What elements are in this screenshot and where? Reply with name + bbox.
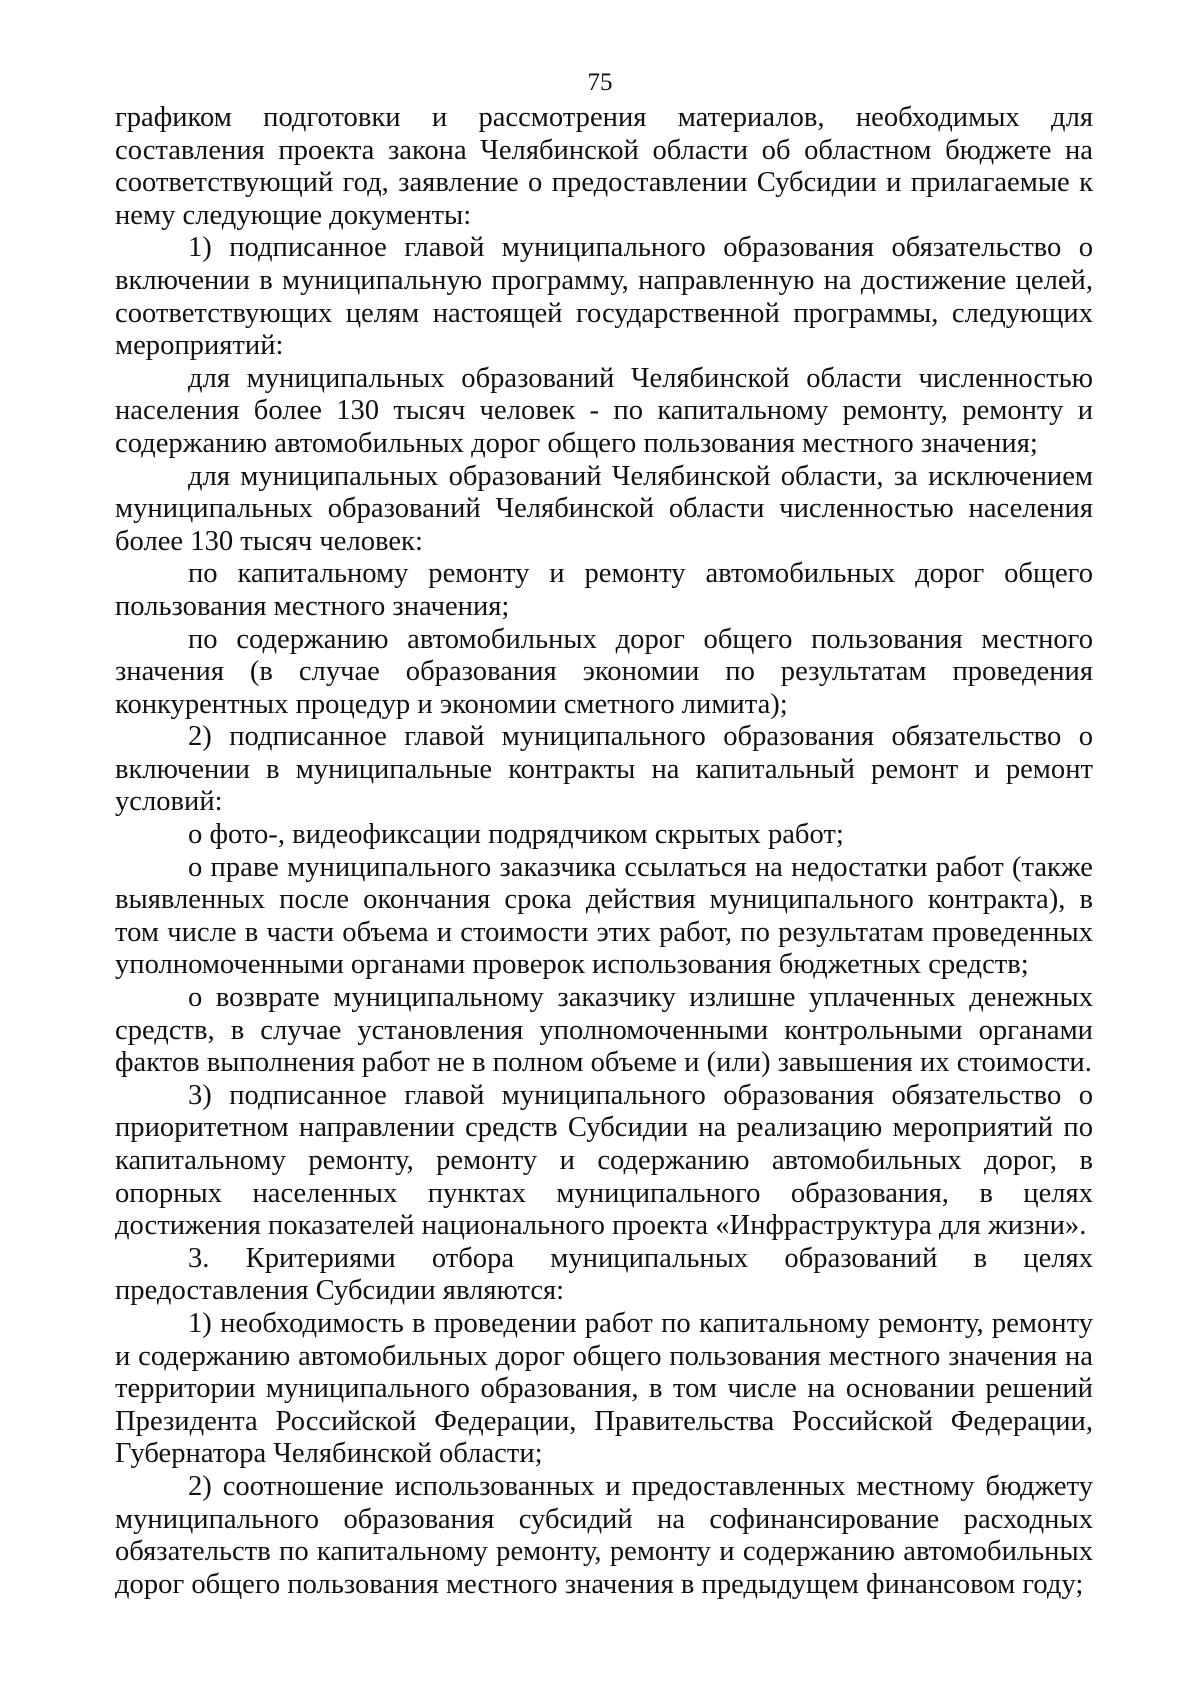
paragraph: 3. Критериями отбора муниципальных образований в целях предоставления Субсидии являются: — [115, 1242, 1093, 1307]
paragraph: о возврате муниципальному заказчику излишне уплаченных денежных средств, в случае установления уполномоченными контрольными органами фактов выполнения работ не в полном объеме и (или) завышения их стоимости. — [115, 982, 1093, 1079]
paragraph: по капитальному ремонту и ремонту автомобильных дорог общего пользования местного значения; — [115, 558, 1093, 622]
paragraph: 2) подписанное главой муниципального образования обязательство о включении в муниципальные контракты на капитальный ремонт и ремонт условий: — [115, 721, 1093, 818]
paragraph: о фото-, видеофиксации подрядчиком скрытых работ; — [188, 819, 844, 851]
paragraph: о праве муниципального заказчика ссылаться на недостатки работ (также выявленных после окончания срока действия муниципального контракта), в том числе в части объема и стоимости этих работ, по результатам проведенных уполномоченными органами проверок использования бюджетных средств; — [115, 851, 1093, 981]
paragraph: 2) соотношение использованных и предоставленных местному бюджету муниципального образования субсидий на софинансирование расходных обязательств по капитальному ремонту, ремонту и содержанию автомобильных дорог общего пользования местного значения в предыдущем финансовом году; — [115, 1470, 1093, 1600]
paragraph: 1) подписанное главой муниципального образования обязательство о включении в муниципальную программу, направленную на достижение целей, соответствующих целям настоящей государственной программы, следующих мероприятий: — [115, 232, 1093, 362]
paragraph: 1) необходимость в проведении работ по капитальному ремонту, ремонту и содержанию автомобильных дорог общего пользования местного значения на территории муниципального образования, в том числе на основании решений Президента Российской Федерации, Правительства Российской Федерации, Губернатора Челябинской области; — [115, 1307, 1093, 1470]
document-body — [115, 102, 1093, 1601]
paragraph: для муниципальных образований Челябинской области, за исключением муниципальных образований Челябинской области численностью населения более 130 тысяч человек: — [115, 460, 1093, 557]
paragraph: для муниципальных образований Челябинской области численностью населения более 130 тысяч человек - по капитальному ремонту, ремонту и содержанию автомобильных дорог общего пользования местного значения; — [115, 362, 1093, 459]
paragraph: 3) подписанное главой муниципального образования обязательство о приоритетном направлении средств Субсидии на реализацию мероприятий по капитальному ремонту, ремонту и содержанию автомобильных дорог, в опорных населенных пунктах муниципального образования, в целях достижения показателей национального проекта «Инфраструктура для жизни». — [115, 1079, 1093, 1242]
paragraph: по содержанию автомобильных дорог общего пользования местного значения (в случае образования экономии по результатам проведения конкурентных процедур и экономии сметного лимита); — [115, 623, 1093, 720]
paragraph: графиком подготовки и рассмотрения материалов, необходимых для составления проекта закона Челябинской области об областном бюджете на соответствующий год, заявление о предоставлении Субсидии и прилагаемые к нему следующие документы: — [115, 102, 1093, 231]
page-number: 75 — [587, 69, 613, 96]
